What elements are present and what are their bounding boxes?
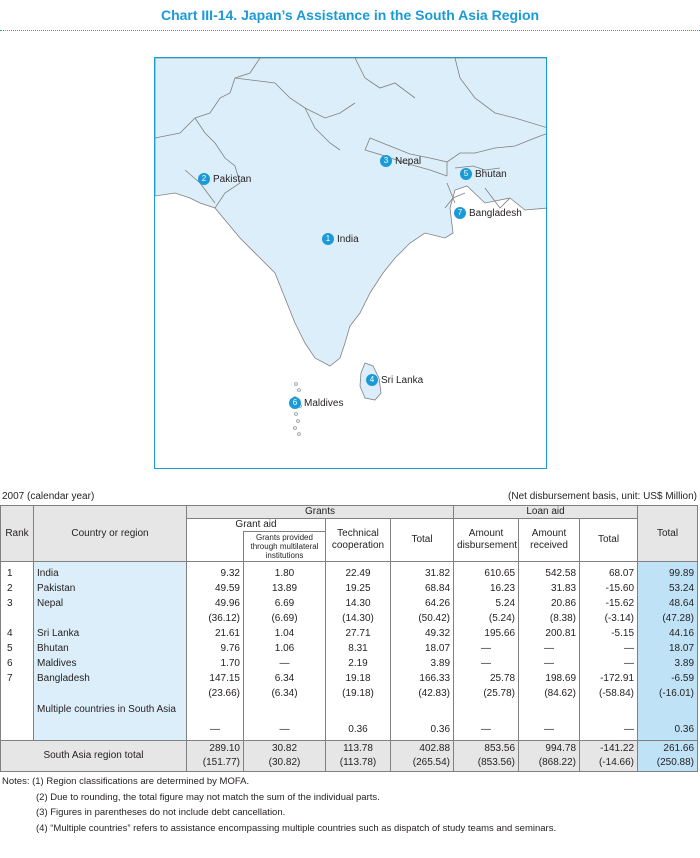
cell-loan-total: — bbox=[580, 656, 638, 671]
table-row bbox=[1, 671, 698, 686]
cell-multilateral: (6.34) bbox=[244, 686, 326, 701]
cell-multilateral: — bbox=[244, 701, 326, 741]
cell-grants-total: 18.07 bbox=[391, 641, 454, 656]
cell-grant-aid: — bbox=[187, 701, 244, 741]
cell-country bbox=[34, 686, 187, 701]
cell-technical: 8.31 bbox=[326, 641, 391, 656]
total-disbursement bbox=[454, 741, 519, 772]
cell-grant-aid: (23.66) bbox=[187, 686, 244, 701]
value-excl-debt: (265.54) bbox=[412, 757, 451, 768]
cell-total: 0.36 bbox=[638, 701, 698, 741]
total-total bbox=[638, 741, 698, 772]
cell-disbursement: — bbox=[454, 641, 519, 656]
cell-received: — bbox=[519, 701, 580, 741]
table-row bbox=[1, 686, 698, 701]
cell-grant-aid: 1.70 bbox=[187, 656, 244, 671]
header-total: Total bbox=[638, 506, 698, 562]
cell-multilateral: 1.80 bbox=[244, 562, 326, 582]
cell-grants-total: 49.32 bbox=[391, 626, 454, 641]
marker-1: 1 bbox=[322, 233, 334, 245]
map-label-bangladesh bbox=[454, 207, 522, 219]
header-grants: Grants bbox=[187, 506, 454, 519]
cell-grants-total: (50.42) bbox=[391, 611, 454, 626]
cell-rank bbox=[1, 701, 34, 741]
cell-country: Bangladesh bbox=[34, 671, 187, 686]
header-grant-aid-blank bbox=[187, 532, 244, 562]
cell-technical: 14.30 bbox=[326, 596, 391, 611]
cell-disbursement: 5.24 bbox=[454, 596, 519, 611]
cell-total: -6.59 bbox=[638, 671, 698, 686]
cell-multilateral: 6.34 bbox=[244, 671, 326, 686]
header-grants-total: Total bbox=[391, 519, 454, 562]
cell-country: Multiple countries in South Asia bbox=[34, 701, 187, 741]
cell-received: (84.62) bbox=[519, 686, 580, 701]
header-amount-received: Amount received bbox=[519, 519, 580, 562]
basis-label: (Net disbursement basis, unit: US$ Million) bbox=[508, 491, 697, 502]
cell-disbursement: 16.23 bbox=[454, 581, 519, 596]
cell-loan-total: — bbox=[580, 641, 638, 656]
table-row bbox=[1, 596, 698, 611]
value: 261.66 bbox=[663, 743, 695, 754]
south-asia-map bbox=[154, 57, 547, 469]
cell-loan-total: -172.91 bbox=[580, 671, 638, 686]
cell-technical: 22.49 bbox=[326, 562, 391, 582]
cell-received: 20.86 bbox=[519, 596, 580, 611]
table-row bbox=[1, 641, 698, 656]
marker-4: 4 bbox=[366, 374, 378, 386]
cell-rank: 4 bbox=[1, 626, 34, 641]
cell-grants-total: 3.89 bbox=[391, 656, 454, 671]
label-sri-lanka: Sri Lanka bbox=[381, 374, 424, 386]
header-country: Country or region bbox=[34, 506, 187, 562]
total-technical bbox=[326, 741, 391, 772]
note-1: Notes: (1) Region classifications are determined by MOFA. bbox=[2, 776, 250, 787]
header-rank: Rank bbox=[1, 506, 34, 562]
cell-rank: 2 bbox=[1, 581, 34, 596]
table-row bbox=[1, 611, 698, 626]
table-row bbox=[1, 701, 698, 741]
cell-total: 18.07 bbox=[638, 641, 698, 656]
cell-received: — bbox=[519, 656, 580, 671]
total-row-label: South Asia region total bbox=[1, 741, 187, 772]
cell-loan-total: (-58.84) bbox=[580, 686, 638, 701]
cell-loan-total: -5.15 bbox=[580, 626, 638, 641]
cell-rank: 5 bbox=[1, 641, 34, 656]
cell-rank: 3 bbox=[1, 596, 34, 611]
notes bbox=[2, 774, 556, 836]
cell-multilateral: 13.89 bbox=[244, 581, 326, 596]
value-excl-debt: (250.88) bbox=[656, 757, 695, 768]
label-bhutan: Bhutan bbox=[475, 168, 507, 180]
note-3: (3) Figures in parentheses do not include debt cancellation. bbox=[36, 807, 286, 818]
cell-grant-aid: 49.59 bbox=[187, 581, 244, 596]
total-grant-aid bbox=[187, 741, 244, 772]
table-row bbox=[1, 626, 698, 641]
header-multilateral: Grants provided through multilateral institutions bbox=[244, 532, 326, 562]
cell-received: 200.81 bbox=[519, 626, 580, 641]
map-label-maldives bbox=[289, 397, 343, 409]
value-excl-debt: (30.82) bbox=[268, 757, 301, 768]
marker-3: 3 bbox=[380, 155, 392, 167]
cell-technical: (19.18) bbox=[326, 686, 391, 701]
cell-multilateral: 1.04 bbox=[244, 626, 326, 641]
assistance-table bbox=[0, 505, 698, 772]
map-label-india bbox=[322, 233, 359, 245]
cell-technical: 19.25 bbox=[326, 581, 391, 596]
cell-multilateral: 1.06 bbox=[244, 641, 326, 656]
cell-grant-aid: 147.15 bbox=[187, 671, 244, 686]
cell-grants-total: (42.83) bbox=[391, 686, 454, 701]
cell-country: India bbox=[34, 562, 187, 582]
total-row bbox=[1, 741, 698, 772]
map-graphic bbox=[155, 58, 547, 469]
label-bangladesh: Bangladesh bbox=[469, 207, 522, 219]
cell-grants-total: 68.84 bbox=[391, 581, 454, 596]
cell-received: 198.69 bbox=[519, 671, 580, 686]
year-label: 2007 (calendar year) bbox=[2, 491, 95, 502]
value-excl-debt: (-14.66) bbox=[599, 757, 635, 768]
cell-loan-total: (-3.14) bbox=[580, 611, 638, 626]
cell-grant-aid: 9.32 bbox=[187, 562, 244, 582]
cell-loan-total: -15.60 bbox=[580, 581, 638, 596]
cell-disbursement: 25.78 bbox=[454, 671, 519, 686]
value: 994.78 bbox=[545, 743, 577, 754]
cell-technical: 0.36 bbox=[326, 701, 391, 741]
value: 289.10 bbox=[209, 743, 240, 754]
total-received bbox=[519, 741, 580, 772]
cell-received: — bbox=[519, 641, 580, 656]
marker-7: 7 bbox=[454, 207, 466, 219]
table-row bbox=[1, 656, 698, 671]
note-4: (4) “Multiple countries” refers to assistance encompassing multiple countries such as dispatch of study teams and seminars. bbox=[36, 822, 557, 834]
value: 113.78 bbox=[343, 743, 373, 754]
cell-total: (47.28) bbox=[638, 611, 698, 626]
cell-multilateral: — bbox=[244, 656, 326, 671]
label-pakistan: Pakistan bbox=[213, 173, 252, 185]
cell-grant-aid: 21.61 bbox=[187, 626, 244, 641]
total-grants-total bbox=[391, 741, 454, 772]
cell-total: 3.89 bbox=[638, 656, 698, 671]
total-loan-total bbox=[580, 741, 638, 772]
title-divider bbox=[0, 30, 700, 32]
value-excl-debt: (151.77) bbox=[202, 757, 240, 768]
header-loan-aid: Loan aid bbox=[454, 506, 638, 519]
cell-country: Bhutan bbox=[34, 641, 187, 656]
cell-technical: 27.71 bbox=[326, 626, 391, 641]
cell-grants-total: 31.82 bbox=[391, 562, 454, 582]
cell-grants-total: 166.33 bbox=[391, 671, 454, 686]
cell-received: 31.83 bbox=[519, 581, 580, 596]
note-2: (2) Due to rounding, the total figure may not match the sum of the individual parts. bbox=[36, 791, 380, 803]
header-amount-disbursement: Amount disbursement bbox=[454, 519, 519, 562]
cell-country: Nepal bbox=[34, 596, 187, 611]
cell-rank bbox=[1, 686, 34, 701]
cell-disbursement: 195.66 bbox=[454, 626, 519, 641]
cell-grant-aid: (36.12) bbox=[187, 611, 244, 626]
marker-6: 6 bbox=[289, 397, 301, 409]
cell-grants-total: 64.26 bbox=[391, 596, 454, 611]
marker-5: 5 bbox=[460, 168, 472, 180]
table-row bbox=[1, 581, 698, 596]
cell-country: Pakistan bbox=[34, 581, 187, 596]
cell-total: 48.64 bbox=[638, 596, 698, 611]
label-india: India bbox=[337, 233, 359, 245]
cell-country: Sri Lanka bbox=[34, 626, 187, 641]
label-nepal: Nepal bbox=[395, 155, 422, 167]
cell-multilateral: (6.69) bbox=[244, 611, 326, 626]
cell-country: Maldives bbox=[34, 656, 187, 671]
cell-country bbox=[34, 611, 187, 626]
cell-total: (-16.01) bbox=[638, 686, 698, 701]
header-technical: Technical cooperation bbox=[326, 519, 391, 562]
cell-disbursement: (5.24) bbox=[454, 611, 519, 626]
chart-title: Chart III-14. Japan’s Assistance in the South Asia Region bbox=[160, 7, 540, 23]
marker-2: 2 bbox=[198, 173, 210, 185]
cell-rank bbox=[1, 611, 34, 626]
cell-grant-aid: 49.96 bbox=[187, 596, 244, 611]
map-label-bhutan bbox=[460, 168, 507, 180]
cell-loan-total: 68.07 bbox=[580, 562, 638, 582]
cell-multilateral: 6.69 bbox=[244, 596, 326, 611]
cell-grant-aid: 9.76 bbox=[187, 641, 244, 656]
value-excl-debt: (113.78) bbox=[339, 757, 377, 768]
value-excl-debt: (868.22) bbox=[538, 757, 577, 768]
maldives-islands bbox=[294, 383, 302, 436]
cell-rank: 1 bbox=[1, 562, 34, 582]
map-label-pakistan bbox=[198, 173, 251, 185]
value: 853.56 bbox=[484, 743, 516, 754]
header-loan-total: Total bbox=[580, 519, 638, 562]
cell-loan-total: -15.62 bbox=[580, 596, 638, 611]
cell-technical: (14.30) bbox=[326, 611, 391, 626]
map-label-nepal bbox=[380, 155, 421, 167]
cell-total: 53.24 bbox=[638, 581, 698, 596]
cell-disbursement: (25.78) bbox=[454, 686, 519, 701]
cell-received: 542.58 bbox=[519, 562, 580, 582]
map-label-sri-lanka bbox=[366, 374, 423, 386]
cell-technical: 19.18 bbox=[326, 671, 391, 686]
cell-total: 99.89 bbox=[638, 562, 698, 582]
cell-technical: 2.19 bbox=[326, 656, 391, 671]
cell-total: 44.16 bbox=[638, 626, 698, 641]
cell-rank: 6 bbox=[1, 656, 34, 671]
value: 30.82 bbox=[271, 743, 298, 754]
value-excl-debt: (853.56) bbox=[477, 757, 516, 768]
table-row bbox=[1, 562, 698, 582]
cell-disbursement: — bbox=[454, 656, 519, 671]
value: -141.22 bbox=[600, 743, 635, 754]
cell-disbursement: — bbox=[454, 701, 519, 741]
total-multilateral bbox=[244, 741, 326, 772]
cell-disbursement: 610.65 bbox=[454, 562, 519, 582]
label-maldives: Maldives bbox=[304, 397, 344, 409]
value: 402.88 bbox=[419, 743, 451, 754]
cell-loan-total: — bbox=[580, 701, 638, 741]
header-grant-aid: Grant aid bbox=[187, 519, 326, 532]
cell-received: (8.38) bbox=[519, 611, 580, 626]
cell-rank: 7 bbox=[1, 671, 34, 686]
cell-grants-total: 0.36 bbox=[391, 701, 454, 741]
